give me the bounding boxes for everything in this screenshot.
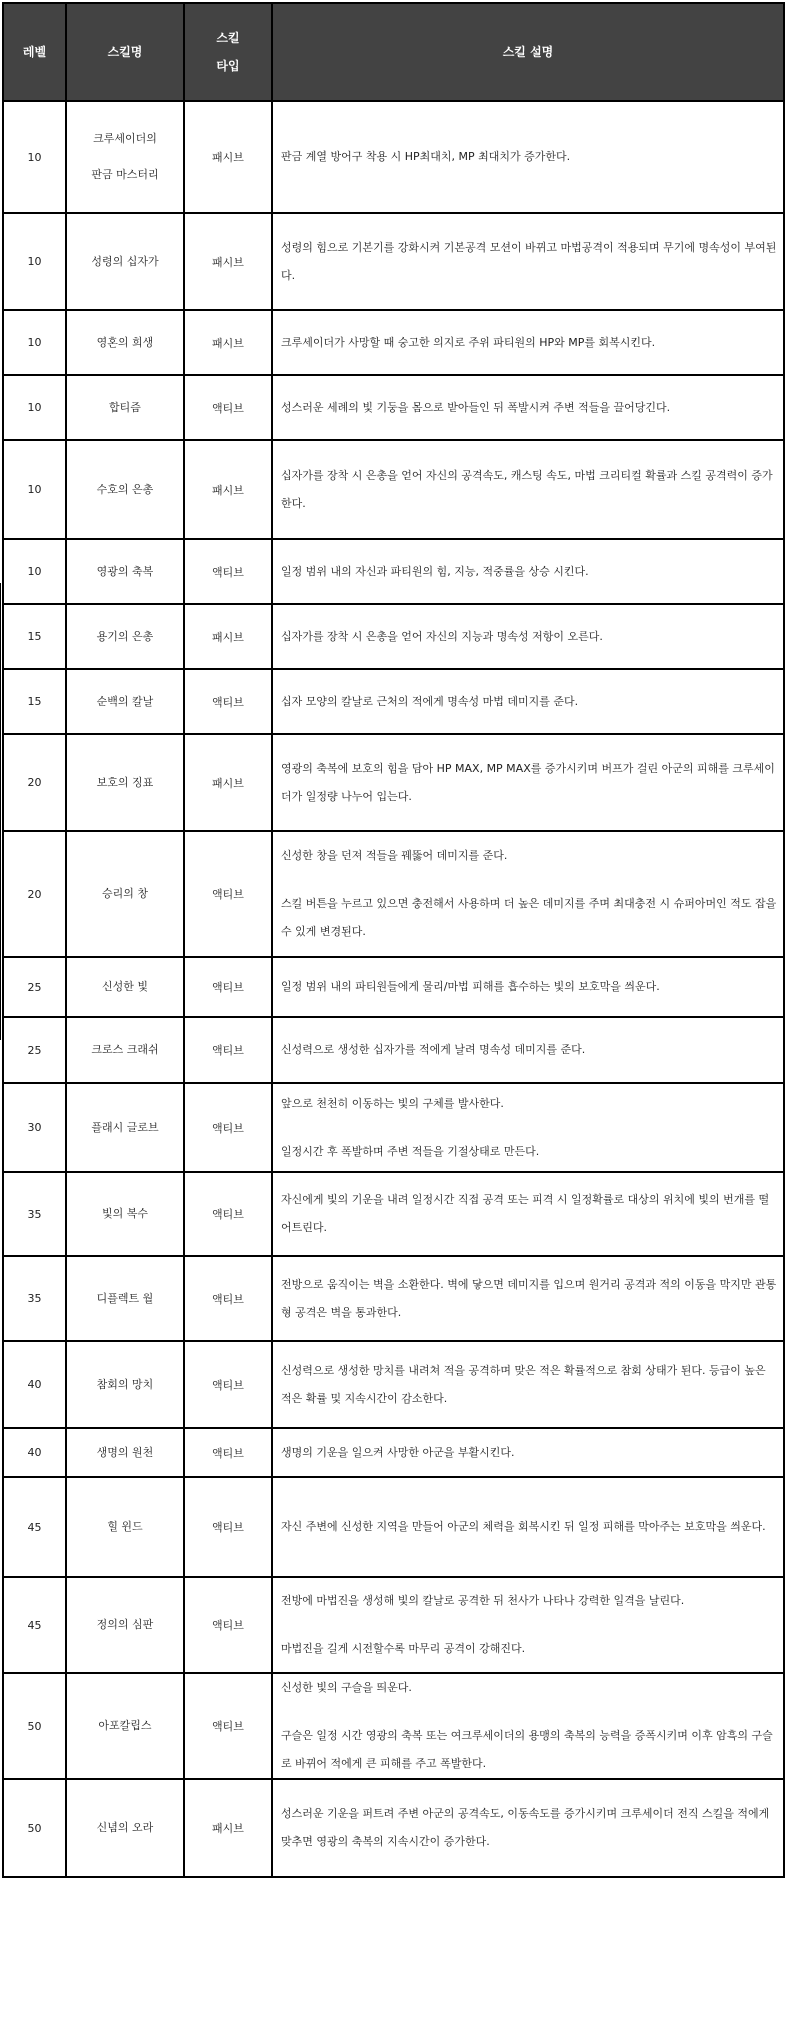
header-skill-description: 스킬 설명: [272, 3, 784, 101]
skill-name-line: 순백의 칼날: [96, 694, 154, 708]
skill-name-line: 디플렉트 월: [96, 1291, 154, 1305]
skill-name: [66, 831, 184, 957]
skill-name: [66, 1017, 184, 1083]
skill-name-line: 수호의 은총: [96, 482, 154, 496]
skill-type: 패시브: [184, 440, 272, 539]
skill-description: [272, 734, 784, 831]
skill-name: [66, 604, 184, 669]
skill-level: 50: [3, 1673, 66, 1779]
skill-type: 액티브: [184, 1428, 272, 1477]
skill-level: 10: [3, 375, 66, 440]
skill-name: [66, 1256, 184, 1341]
skill-description: [272, 1172, 784, 1256]
skill-description-paragraph: 십자가를 장착 시 은총을 얻어 자신의 지능과 명속성 저항이 오른다.: [281, 629, 603, 643]
skill-description-paragraph: 십자 모양의 칼날로 근처의 적에게 명속성 마법 데미지를 준다.: [281, 694, 579, 708]
skill-name: [66, 1673, 184, 1779]
skill-description: [272, 539, 784, 604]
skill-level: 15: [3, 604, 66, 669]
skill-name: [66, 1477, 184, 1577]
skill-description: [272, 1577, 784, 1673]
skill-description-paragraph: 크루세이더가 사망할 때 숭고한 의지로 주위 파티원의 HP와 MP를 회복시킨다.: [281, 335, 656, 349]
skill-table: [2, 2, 785, 1878]
table-row: [3, 669, 784, 734]
skill-type: 액티브: [184, 957, 272, 1017]
skill-name-line: 합티즘: [109, 400, 141, 414]
skill-type: 패시브: [184, 101, 272, 213]
skill-description-paragraph: 전방으로 움직이는 벽을 소환한다. 벽에 닿으면 데미지를 입으며 원거리 공격과 적의 이동을 막지만 관통형 공격은 벽을 통과한다.: [281, 1277, 777, 1319]
skill-name: [66, 1172, 184, 1256]
skill-level: 20: [3, 734, 66, 831]
skill-description: [272, 1083, 784, 1172]
skill-description: [272, 831, 784, 957]
skill-description-paragraph: 성스러운 기운을 퍼트려 주변 아군의 공격속도, 이동속도를 증가시키며 크루세이더 전직 스킬을 적에게 맞추면 영광의 축복의 지속시간이 증가한다.: [281, 1807, 770, 1848]
skill-level: 40: [3, 1428, 66, 1477]
skill-name-line: 영광의 축복: [96, 564, 154, 578]
table-row: [3, 831, 784, 957]
table-row: [3, 101, 784, 213]
skill-type: 패시브: [184, 213, 272, 310]
skill-description-paragraph: 스킬 버튼을 누르고 있으면 충전해서 사용하며 더 높은 데미지를 주며 최대충전 시 슈퍼아머인 적도 잡을 수 있게 변경된다.: [281, 897, 777, 938]
table-row: [3, 604, 784, 669]
skill-description: [272, 310, 784, 375]
table-row: [3, 1428, 784, 1477]
table-row: [3, 539, 784, 604]
skill-name-line: 아포칼립스: [98, 1719, 152, 1732]
skill-level: 10: [3, 213, 66, 310]
skill-name-line: 크루세이더의: [93, 132, 157, 145]
skill-table-container: [2, 2, 783, 1878]
header-level: 레벨: [3, 3, 66, 101]
skill-name-line: 빛의 복수: [101, 1207, 148, 1220]
skill-name: [66, 1779, 184, 1877]
skill-description-paragraph: 성스러운 세례의 빛 기둥을 몸으로 받아들인 뒤 폭발시켜 주변 적들을 끌어당긴다.: [281, 400, 671, 414]
table-row: [3, 1477, 784, 1577]
skill-description: [272, 440, 784, 539]
skill-description-paragraph: 자신 주변에 신성한 지역을 만들어 아군의 체력을 회복시킨 뒤 일정 피해를 막아주는 보호막을 씌운다.: [281, 1520, 766, 1533]
skill-description-paragraph: 마법진을 길게 시전할수록 마무리 공격이 강해진다.: [281, 1642, 526, 1655]
skill-name-line: 생명의 원천: [96, 1445, 154, 1459]
header-skill-type-line2: 타입: [216, 59, 240, 73]
table-row: [3, 1577, 784, 1673]
table-row: [3, 1341, 784, 1428]
skill-type: 패시브: [184, 310, 272, 375]
skill-description-paragraph: 신성력으로 생성한 망치를 내려쳐 적을 공격하며 맞은 적은 확률적으로 참회 상태가 된다. 등급이 높은 적은 확률 및 지속시간이 감소한다.: [281, 1363, 766, 1405]
skill-description-paragraph: 일정 범위 내의 파티원들에게 물리/마법 피해를 흡수하는 빛의 보호막을 씌운다.: [281, 980, 660, 993]
skill-description-paragraph: 자신에게 빛의 기운을 내려 일정시간 직접 공격 또는 피격 시 일정확률로 대상의 위치에 빛의 번개를 떨어트린다.: [281, 1193, 770, 1234]
skill-description-paragraph: 판금 계열 방어구 착용 시 HP최대치, MP 최대치가 증가한다.: [281, 150, 571, 163]
skill-description-paragraph: 일정 범위 내의 자신과 파티원의 힘, 지능, 적중률을 상승 시킨다.: [281, 564, 589, 578]
skill-name: [66, 213, 184, 310]
table-row: [3, 375, 784, 440]
skill-name: [66, 539, 184, 604]
skill-description: [272, 101, 784, 213]
skill-name: [66, 957, 184, 1017]
skill-name-line: 신성한 빛: [101, 980, 148, 993]
header-skill-type: [184, 3, 272, 101]
skill-level: 50: [3, 1779, 66, 1877]
skill-level: 45: [3, 1477, 66, 1577]
skill-level: 10: [3, 310, 66, 375]
skill-type: 액티브: [184, 1477, 272, 1577]
skill-description: [272, 1256, 784, 1341]
skill-level: 40: [3, 1341, 66, 1428]
skill-type: 액티브: [184, 1341, 272, 1428]
skill-description: [272, 604, 784, 669]
table-row: [3, 213, 784, 310]
skill-description: [272, 1779, 784, 1877]
skill-description-paragraph: 구슬은 일정 시간 영광의 축복 또는 여크루세이더의 용맹의 축복의 능력을 증폭시키며 이후 암흑의 구슬로 바뀌어 적에게 큰 피해를 주고 폭발한다.: [281, 1729, 773, 1770]
skill-level: 35: [3, 1256, 66, 1341]
table-row: [3, 734, 784, 831]
skill-type: 액티브: [184, 831, 272, 957]
table-row: [3, 1779, 784, 1877]
table-row: [3, 1083, 784, 1172]
skill-name-line: 참회의 망치: [96, 1377, 154, 1391]
skill-description-paragraph: 신성력으로 생성한 십자가를 적에게 날려 명속성 데미지를 준다.: [281, 1043, 586, 1056]
skill-level: 10: [3, 101, 66, 213]
skill-name: [66, 101, 184, 213]
skill-name-line: 힐 윈드: [107, 1520, 143, 1533]
skill-type: 액티브: [184, 1673, 272, 1779]
skill-name-line: 정의의 심판: [96, 1618, 154, 1631]
skill-name-line: 크로스 크래쉬: [91, 1043, 159, 1056]
skill-name-line: 플래시 글로브: [91, 1120, 159, 1134]
table-row: [3, 310, 784, 375]
skill-level: 35: [3, 1172, 66, 1256]
skill-type: 액티브: [184, 1256, 272, 1341]
skill-type: 패시브: [184, 734, 272, 831]
table-row: [3, 440, 784, 539]
skill-level: 25: [3, 957, 66, 1017]
skill-type: 액티브: [184, 1017, 272, 1083]
skill-description-paragraph: 앞으로 천천히 이동하는 빛의 구체를 발사한다.: [281, 1096, 504, 1110]
skill-name: [66, 1083, 184, 1172]
table-header-row: [3, 3, 784, 101]
skill-name: [66, 1577, 184, 1673]
table-row: [3, 1017, 784, 1083]
table-row: [3, 1673, 784, 1779]
skill-name: [66, 375, 184, 440]
skill-name: [66, 734, 184, 831]
skill-name-line: 성령의 십자가: [91, 254, 159, 268]
skill-description-paragraph: 영광의 축복에 보호의 힘을 담아 HP MAX, MP MAX를 증가시키며 버프가 걸린 아군의 피해를 크루세이더가 일정량 나누어 입는다.: [281, 761, 775, 803]
skill-description: [272, 669, 784, 734]
skill-name: [66, 310, 184, 375]
skill-name: [66, 1341, 184, 1428]
skill-description-paragraph: 신성한 빛의 구슬을 띄운다.: [281, 1681, 412, 1694]
skill-name-line: 용기의 은총: [96, 629, 154, 643]
skill-description: [272, 1428, 784, 1477]
skill-description-paragraph: 신성한 창을 던져 적들을 꿰뚫어 데미지를 준다.: [281, 849, 508, 862]
skill-name: [66, 1428, 184, 1477]
skill-description: [272, 213, 784, 310]
header-skill-name: 스킬명: [66, 3, 184, 101]
skill-type: 액티브: [184, 1083, 272, 1172]
skill-description-paragraph: 일정시간 후 폭발하며 주변 적들을 기절상태로 만든다.: [281, 1144, 540, 1158]
skill-level: 45: [3, 1577, 66, 1673]
skill-level: 10: [3, 440, 66, 539]
header-skill-type-line1: 스킬: [216, 31, 240, 45]
skill-level: 15: [3, 669, 66, 734]
skill-description-paragraph: 성령의 힘으로 기본기를 강화시켜 기본공격 모션이 바뀌고 마법공격이 적용되며 무기에 명속성이 부여된다.: [281, 240, 777, 282]
skill-name-line: 영혼의 희생: [96, 335, 154, 349]
skill-description: [272, 1673, 784, 1779]
skill-level: 20: [3, 831, 66, 957]
skill-name: [66, 669, 184, 734]
skill-type: 액티브: [184, 539, 272, 604]
skill-description-paragraph: 십자가를 장착 시 은총을 얻어 자신의 공격속도, 캐스팅 속도, 마법 크리티컬 확률과 스킬 공격력이 증가한다.: [281, 468, 773, 510]
skill-description: [272, 1341, 784, 1428]
skill-type: 액티브: [184, 1172, 272, 1256]
skill-description: [272, 1477, 784, 1577]
table-row: [3, 1256, 784, 1341]
skill-name: [66, 440, 184, 539]
skill-description-paragraph: 생명의 기운을 일으켜 사망한 아군을 부활시킨다.: [281, 1445, 515, 1459]
skill-description-paragraph: 전방에 마법진을 생성해 빛의 칼날로 공격한 뒤 천사가 나타나 강력한 일격을 날린다.: [281, 1594, 685, 1607]
skill-type: 액티브: [184, 1577, 272, 1673]
skill-level: 25: [3, 1017, 66, 1083]
skill-type: 액티브: [184, 375, 272, 440]
skill-type: 패시브: [184, 604, 272, 669]
skill-level: 30: [3, 1083, 66, 1172]
skill-description: [272, 957, 784, 1017]
skill-level: 10: [3, 539, 66, 604]
skill-name-line: 승리의 창: [101, 887, 148, 900]
skill-table-body: [3, 101, 784, 1877]
skill-description: [272, 375, 784, 440]
skill-name-line: 보호의 징표: [96, 775, 154, 789]
skill-name-line: 판금 마스터리: [91, 168, 159, 181]
skill-name-line: 신념의 오라: [96, 1821, 154, 1834]
skill-type: 액티브: [184, 669, 272, 734]
skill-type: 패시브: [184, 1779, 272, 1877]
table-row: [3, 1172, 784, 1256]
skill-description: [272, 1017, 784, 1083]
table-row: [3, 957, 784, 1017]
